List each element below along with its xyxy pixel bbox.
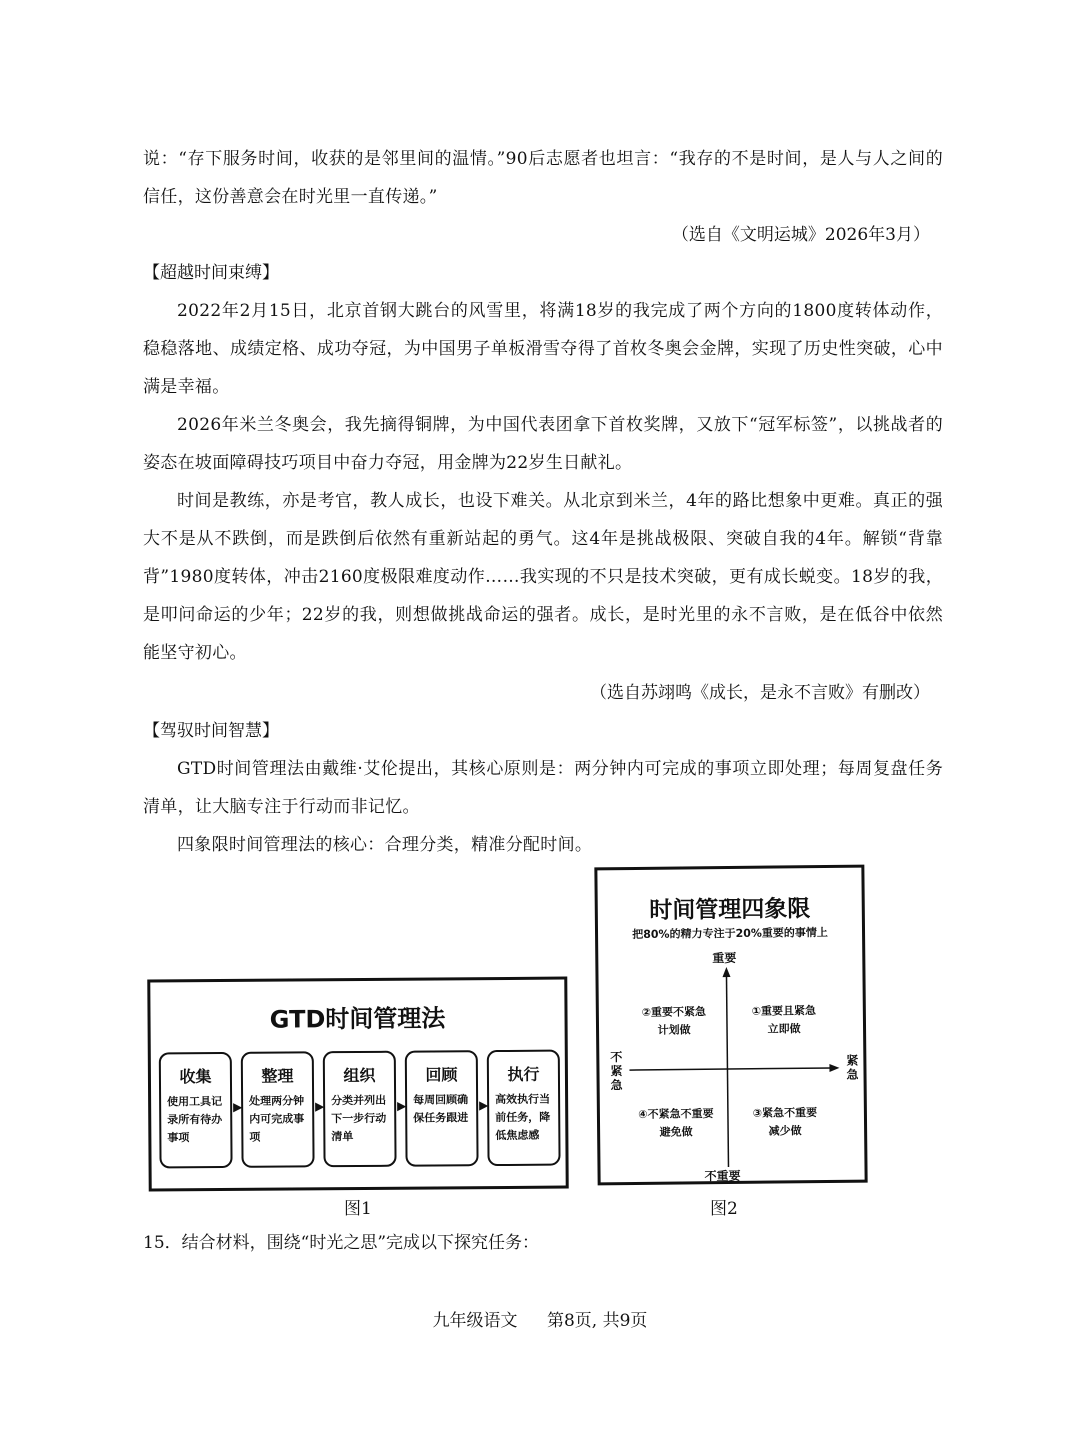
- arrow-right-icon: ▶: [397, 1098, 407, 1113]
- quadrant-action: 立即做: [767, 1022, 801, 1036]
- gtd-step-desc: 处理两分钟内可完成事项: [249, 1094, 305, 1144]
- gtd-step-arrange: [323, 1051, 397, 1168]
- gtd-step-title: 组织: [343, 1065, 376, 1086]
- arrow-right-icon: ▶: [479, 1098, 489, 1113]
- gtd-step-desc: 使用工具记录所有待办事项: [167, 1094, 223, 1145]
- gtd-figure-title: GTD时间管理法: [269, 1004, 446, 1034]
- quadrant-1: [739, 1002, 829, 1039]
- quadrant-action: 减少做: [768, 1124, 802, 1138]
- source-citation-1: （选自《文明运城》2026年3月）: [671, 225, 930, 245]
- paragraph-6: 四象限时间管理法的核心：合理分类，精准分配时间。: [177, 835, 593, 855]
- paragraph-4: 时间是教练，亦是考官，教人成长，也设下难关。从北京到米兰，4年的路比想象中更难。真正的强大不是从不跌倒，而是跌倒后依然有重新站起的勇气。这4年是挑战极限、突破自我的4年。解锁“背靠背”1980度转体，冲击2160度极限难度动作……我实现的不只是技术突破，更有成长蜕变。18岁的我，是叩问命运的少年；22岁的我，则想做挑战命运的强者。成长，是时光里的永不言败，是在低谷中依然能坚守初心。: [143, 491, 943, 663]
- horizontal-axis: [629, 1068, 831, 1070]
- section-heading-master-time: 【驾驭时间智慧】: [143, 721, 279, 741]
- footer-subject: 九年级语文: [432, 1311, 518, 1331]
- gtd-step-desc: 分类并列出下一步行动清单: [331, 1093, 387, 1144]
- gtd-step-desc: 每周回顾确保任务跟进: [413, 1093, 469, 1125]
- quadrant-figure-title: 时间管理四象限: [649, 896, 811, 924]
- page-footer: [0, 1306, 1080, 1331]
- paragraph-2: 2022年2月15日，北京首钢大跳台的风雪里，将满18岁的我完成了两个方向的1800度转体动作，稳稳落地、成绩定格、成功夺冠，为中国男子单板滑雪夺得了首枚冬奥会金牌，实现了历史性突破，心中满是幸福。: [143, 301, 943, 397]
- arrow-up-icon: [722, 967, 730, 977]
- gtd-step-review: [405, 1050, 479, 1167]
- gtd-step-execute: [487, 1050, 561, 1167]
- quadrant-4: [628, 1105, 724, 1142]
- question-15: 15．结合材料，围绕“时光之思”完成以下探究任务：: [143, 1233, 540, 1253]
- axis-label-not-important: 不重要: [704, 1168, 741, 1184]
- paragraph-3: 2026年米兰冬奥会，我先摘得铜牌，为中国代表团拿下首枚奖牌，又放下“冠军标签”，以挑战者的姿态在坡面障碍技巧项目中奋力夺冠，用金牌为22岁生日献礼。: [143, 415, 943, 473]
- arrow-right-icon: ▶: [233, 1099, 243, 1114]
- gtd-figure: [147, 977, 568, 1192]
- quadrant-action: 避免做: [659, 1125, 693, 1139]
- paragraph-5: GTD时间管理法由戴维·艾伦提出，其核心原则是：两分钟内可完成的事项立即处理；每周复盘任务清单，让大脑专注于行动而非记忆。: [143, 759, 943, 817]
- quadrant-2: [629, 1003, 719, 1040]
- gtd-step-title: 执行: [507, 1064, 540, 1084]
- gtd-step-organize: [241, 1051, 315, 1168]
- quadrant-label: ②重要不紧急: [641, 1005, 707, 1019]
- quadrant-figure-subtitle: 把80%的精力专注于20%重要的事情上: [632, 925, 828, 942]
- gtd-step-title: 收集: [179, 1067, 212, 1087]
- axis-label-important: 重要: [712, 950, 737, 966]
- figure-2-caption: 图2: [710, 1199, 738, 1219]
- gtd-step-collect: [159, 1052, 233, 1169]
- gtd-step-title: 回顾: [425, 1065, 458, 1085]
- quadrant-label: ④不紧急不重要: [638, 1107, 714, 1121]
- quadrant-figure: [594, 865, 867, 1186]
- quadrant-action: 计划做: [657, 1023, 691, 1037]
- vertical-axis: [726, 973, 728, 1167]
- gtd-step-desc: 高效执行当前任务，降低焦虑感: [495, 1092, 551, 1143]
- axis-label-not-urgent: 不紧急: [610, 1050, 623, 1093]
- quadrant-label: ③紧急不重要: [752, 1106, 818, 1120]
- source-citation-2: （选自苏翊鸣《成长，是永不言败》有删改）: [590, 683, 930, 703]
- paragraph-1: 说：“存下服务时间，收获的是邻里间的温情。”90后志愿者也坦言：“我存的不是时间，是人与人之间的信任，这份善意会在时光里一直传递。”: [143, 149, 943, 207]
- axis-label-urgent: 紧急: [846, 1053, 859, 1082]
- arrow-right-icon: ▶: [315, 1099, 325, 1114]
- section-heading-beyond-time: 【超越时间束缚】: [143, 263, 279, 283]
- quadrant-label: ①重要且紧急: [751, 1004, 817, 1018]
- arrow-right-icon: [829, 1064, 839, 1072]
- quadrant-3: [740, 1104, 830, 1141]
- gtd-step-title: 整理: [261, 1066, 294, 1086]
- footer-page-number: 第8页, 共9页: [546, 1311, 648, 1331]
- figure-1-caption: 图1: [344, 1199, 372, 1219]
